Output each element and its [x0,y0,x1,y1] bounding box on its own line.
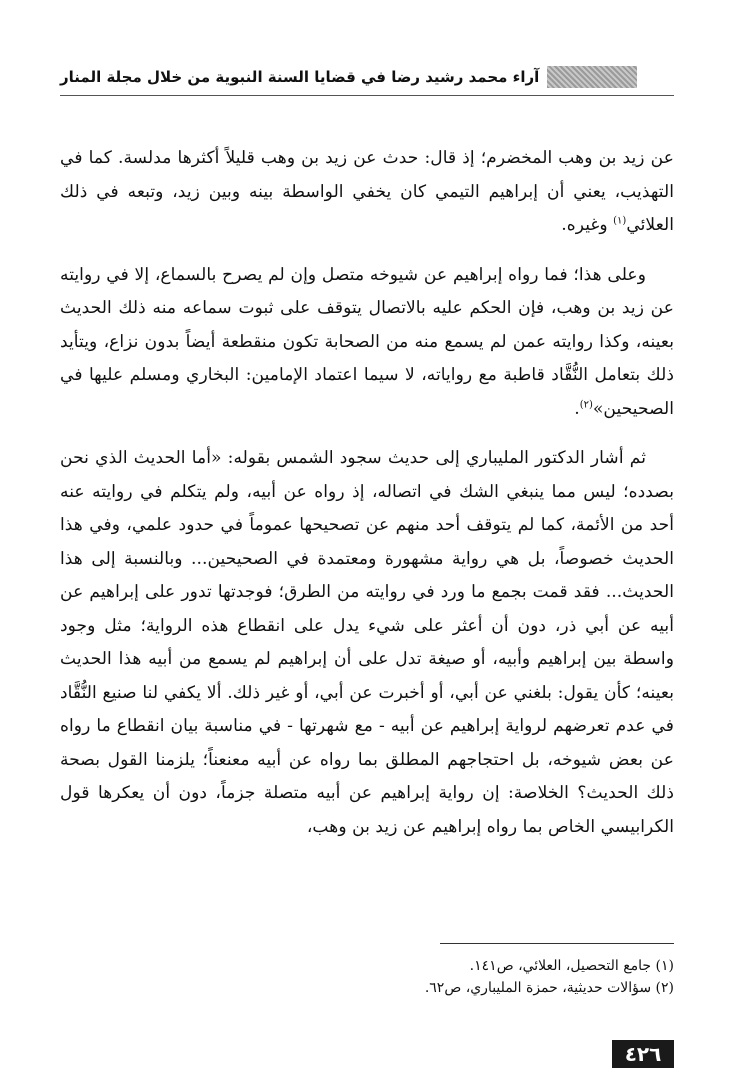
footnote-ref-2: (٢) [579,398,593,410]
header-decorative-bar [547,66,637,88]
paragraph-2 [60,259,674,427]
footnote-ref-1: (١) [613,215,627,227]
paragraph-1-text: عن زيد بن وهب المخضرم؛ إذ قال: حدث عن زيد بن وهب قليلاً أكثرها مدلسة. كما في التهذيب، يعني أن إبراهيم التيمي كان يخفي الواسطة بينه وبين زيد، وتبعه في ذلك العلائي [60,148,674,235]
footnote-divider [440,943,674,944]
paragraph-1-tail: وغيره. [561,215,614,235]
footnotes [60,955,674,999]
paragraph-2-tail: . [574,398,580,419]
paragraph-3-text: ثم أشار الدكتور المليباري إلى حديث سجود الشمس بقوله: «أما الحديث الذي نحن بصدده؛ ليس مما ينبغي الشك في اتصاله، إذ رواه عن أبيه، ولم يتكلم في روايته عنه أحد من الأئمة، كما لم يتوقف أحد منهم عن تصحيحها عموماً في حدود علمي، وفي هذا الحديث خصوصاً، بل هي رواية مشهورة ومعتمدة في الصحيحين... وبالنسبة إلى هذا الحديث... فقد قمت بجمع ما ورد في روايته من الطرق؛ فوجدتها تدور على إبراهيم عن أبيه عن أبي ذر، دون أن أعثر على شيء يدل على انقطاع هذه الرواية؛ مثل وجود واسطة بين إبراهيم وأبيه، أو صيغة تدل على أن إبراهيم لم يسمع من أبيه هذا الحديث بعينه؛ كأن يقول: بلغني عن أبي، أو أخبرت عن أبي، أو غير ذلك. ألا يكفي لنا صنيع النُّقَّاد في عدم تعرضهم لرواية إبراهيم عن أبيه - مع شهرتها - في مناسبة بيان انقطاع ما رواه عن بعض شيوخه، بل احتجاجهم المطلق بما رواه عن أبيه معنعناً؛ يلزمنا القول بصحة ذلك الحديث؟ الخلاصة: إن رواية إبراهيم عن أبيه متصلة جزماً، دون أن يعكرها قول الكرابيسي الخاص بما رواه إبراهيم عن زيد بن وهب، [60,448,674,837]
page-number: ٤٢٦ [612,1040,674,1068]
main-text [60,142,674,860]
running-header [60,60,674,94]
footnote-1: (١) جامع التحصيل، العلائي، ص١٤١. [469,958,674,974]
header-divider [60,95,674,96]
paragraph-2-text: وعلى هذا؛ فما رواه إبراهيم عن شيوخه متصل وإن لم يصرح بالسماع، إلا في روايته عن زيد بن وهب، فإن الحكم عليه بالاتصال يتوقف على ثبوت سماعه منه ذلك الحديث بعينه، وكذا روايته عمن لم يسمع منه من الصحابة تكون منقطعة أيضاً بدون نزاع، ويتأيد ذلك بتعامل النُّقَّاد قاطبة مع رواياته، لا سيما اعتماد الإمامين: البخاري ومسلم عليها في الصحيحين» [60,264,674,419]
footnote-2: (٢) سؤالات حديثية، حمزة المليباري، ص٦٢. [424,980,674,996]
paragraph-1 [60,142,674,243]
paragraph-3 [60,442,674,844]
header-title: آراء محمد رشيد رضا في قضايا السنة النبوية من خلال مجلة المنار [60,68,540,86]
